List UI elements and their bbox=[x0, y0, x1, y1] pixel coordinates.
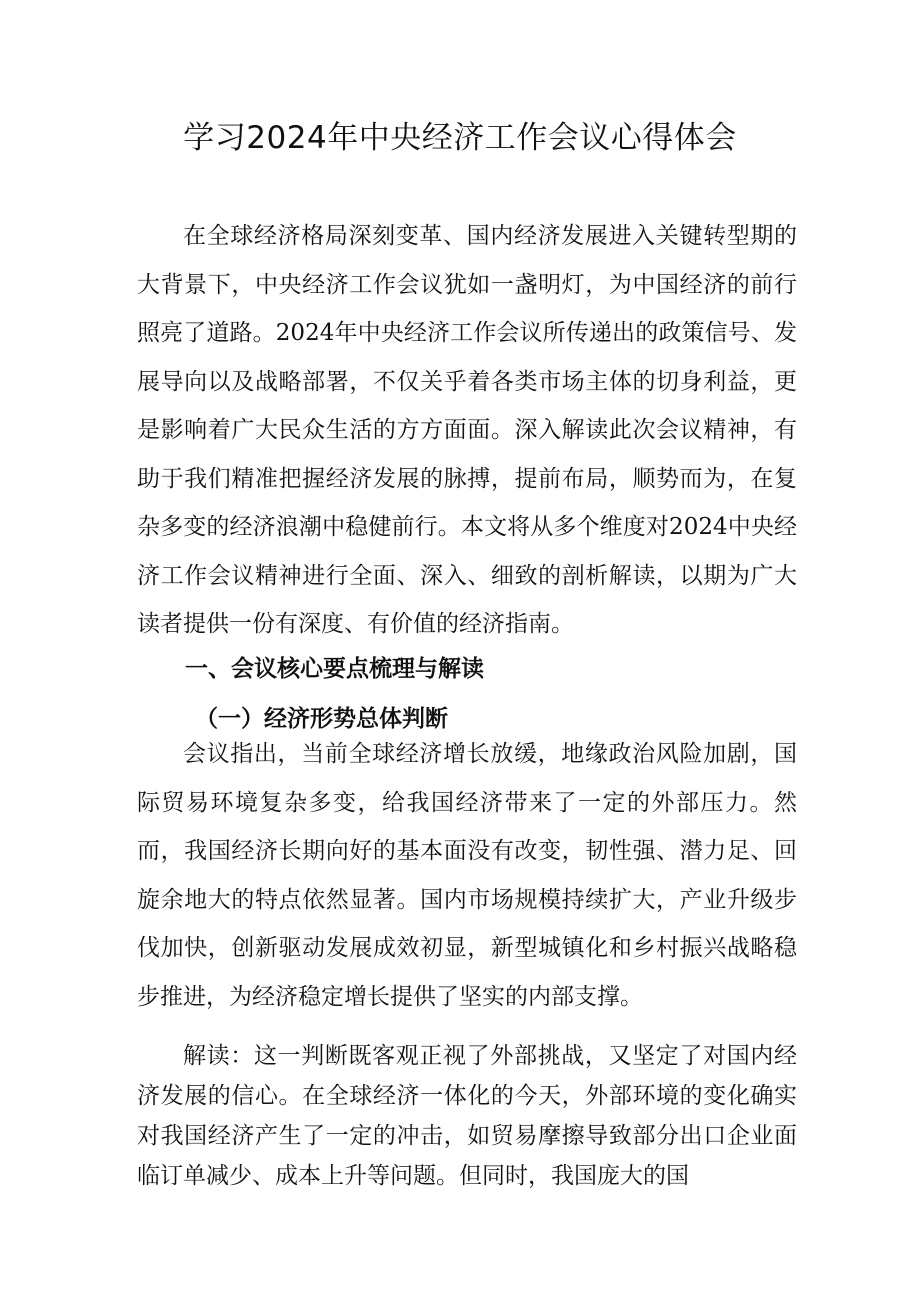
subsection-heading: （一）经济形势总体判断 bbox=[195, 706, 448, 732]
intro-paragraph: 在全球经济格局深刻变革、国内经济发展进入关键转型期的大背景下，中央经济工作会议犹如一盏明灯，为中国经济的前行照亮了道路。2024年中央经济工作会议所传递出的政策信号、发展导向以及战略部署，不仅关乎着各类市场主体的切身利益，更是影响着广大民众生活的方方面面。深入解读此次会议精神，有助于我们精准把握经济发展的脉搏，提前布局，顺势而为，在复杂多变的经济浪潮中稳健前行。本文将从多个维度对2024中央经济工作会议精神进行全面、深入、细致的剖析解读，以期为广大读者提供一份有深度、有价值的经济指南。 bbox=[137, 223, 797, 637]
interpretation-paragraph: 解读：这一判断既客观正视了外部挑战，又坚定了对国内经济发展的信心。在全球经济一体化的今天，外部环境的变化确实对我国经济产生了一定的冲击，如贸易摩擦导致部分出口企业面临订单减少、成本上升等问题。但同时，我国庞大的国 bbox=[137, 1043, 797, 1189]
section-heading: 一、会议核心要点梳理与解读 bbox=[185, 656, 484, 682]
meeting-judgement-paragraph: 会议指出，当前全球经济增长放缓，地缘政治风险加剧，国际贸易环境复杂多变，给我国经济带来了一定的外部压力。然而，我国经济长期向好的基本面没有改变，韧性强、潜力足、回旋余地大的特点依然显著。国内市场规模持续扩大，产业升级步伐加快，创新驱动发展成效初显，新型城镇化和乡村振兴战略稳步推进，为经济稳定增长提供了坚实的内部支撑。 bbox=[137, 741, 797, 1010]
document-title: 学习2024年中央经济工作会议心得体会 bbox=[183, 120, 737, 156]
